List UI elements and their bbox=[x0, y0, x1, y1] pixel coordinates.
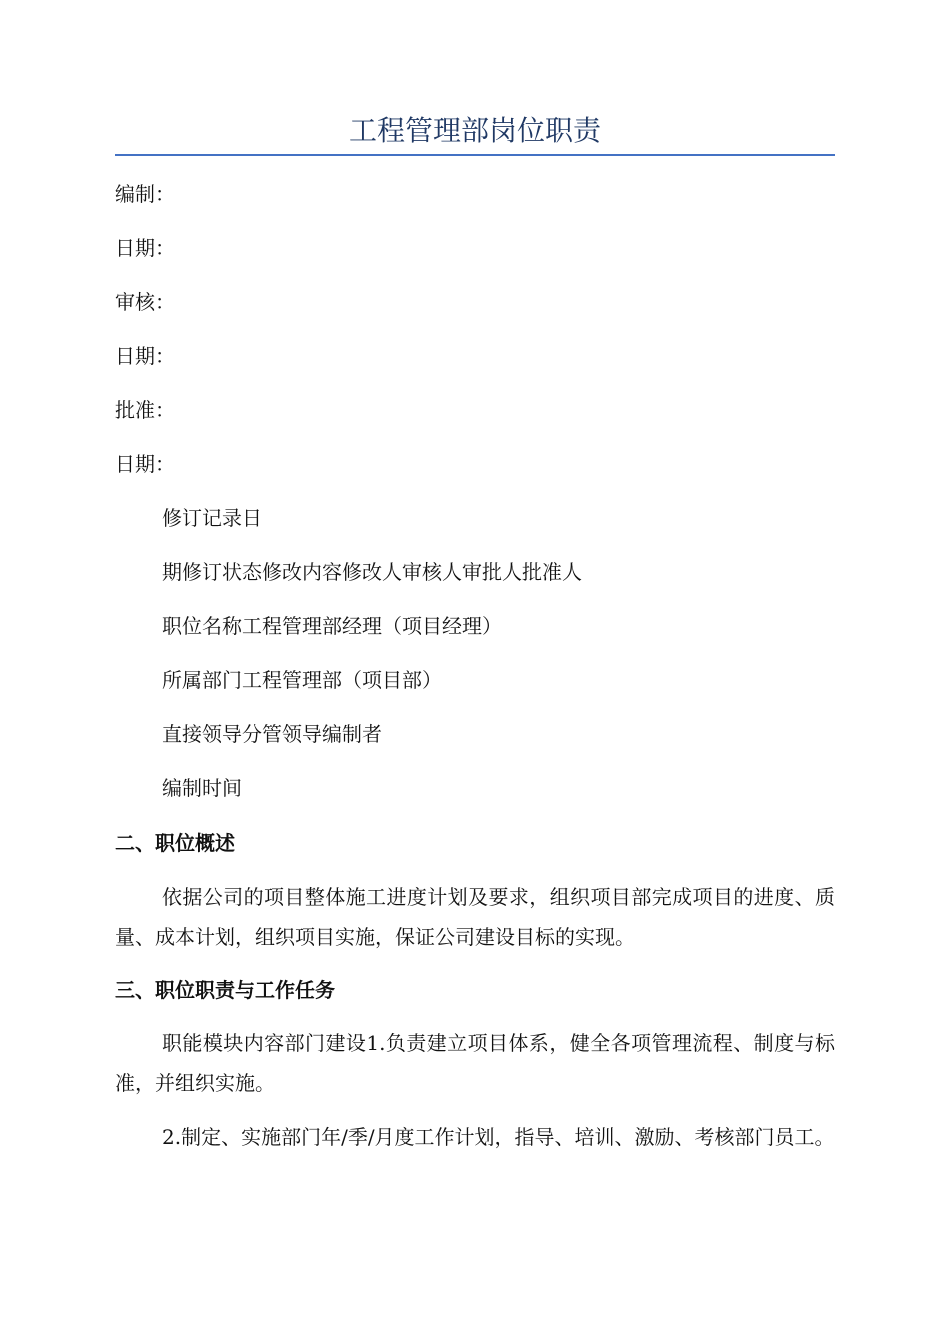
field-reviewed-date: 日期： bbox=[115, 344, 175, 368]
duties-paragraph: 职能模块内容部门建设1.负责建立项目体系，健全各项管理流程、制度与标准，并组织实施。 bbox=[115, 1031, 835, 1095]
section-heading-overview: 二、职位概述 bbox=[115, 831, 235, 855]
field-compiled-by: 编制： bbox=[115, 182, 175, 206]
position-name-line: 职位名称工程管理部经理（项目经理） bbox=[162, 614, 502, 638]
field-approved-by: 批准： bbox=[115, 398, 175, 422]
field-compiled-date: 日期： bbox=[115, 236, 175, 260]
compile-time-line: 编制时间 bbox=[162, 776, 242, 800]
overview-paragraph: 依据公司的项目整体施工进度计划及要求，组织项目部完成项目的进度、质量、成本计划，组织项目实施，保证公司建设目标的实现。 bbox=[115, 885, 835, 949]
section-heading-duties: 三、职位职责与工作任务 bbox=[115, 978, 335, 1002]
revision-line: 修订记录日 bbox=[162, 506, 262, 530]
department-line: 所属部门工程管理部（项目部） bbox=[162, 668, 442, 692]
title-divider bbox=[115, 154, 835, 156]
duties-paragraph: 2.制定、实施部门年/季/月度工作计划，指导、培训、激励、考核部门员工。 bbox=[162, 1125, 835, 1149]
field-reviewed-by: 审核： bbox=[115, 290, 175, 314]
revision-line: 期修订状态修改内容修改人审核人审批人批准人 bbox=[162, 560, 582, 584]
supervisor-line: 直接领导分管领导编制者 bbox=[162, 722, 382, 746]
page-title: 工程管理部岗位职责 bbox=[348, 114, 601, 147]
field-approved-date: 日期： bbox=[115, 452, 175, 476]
